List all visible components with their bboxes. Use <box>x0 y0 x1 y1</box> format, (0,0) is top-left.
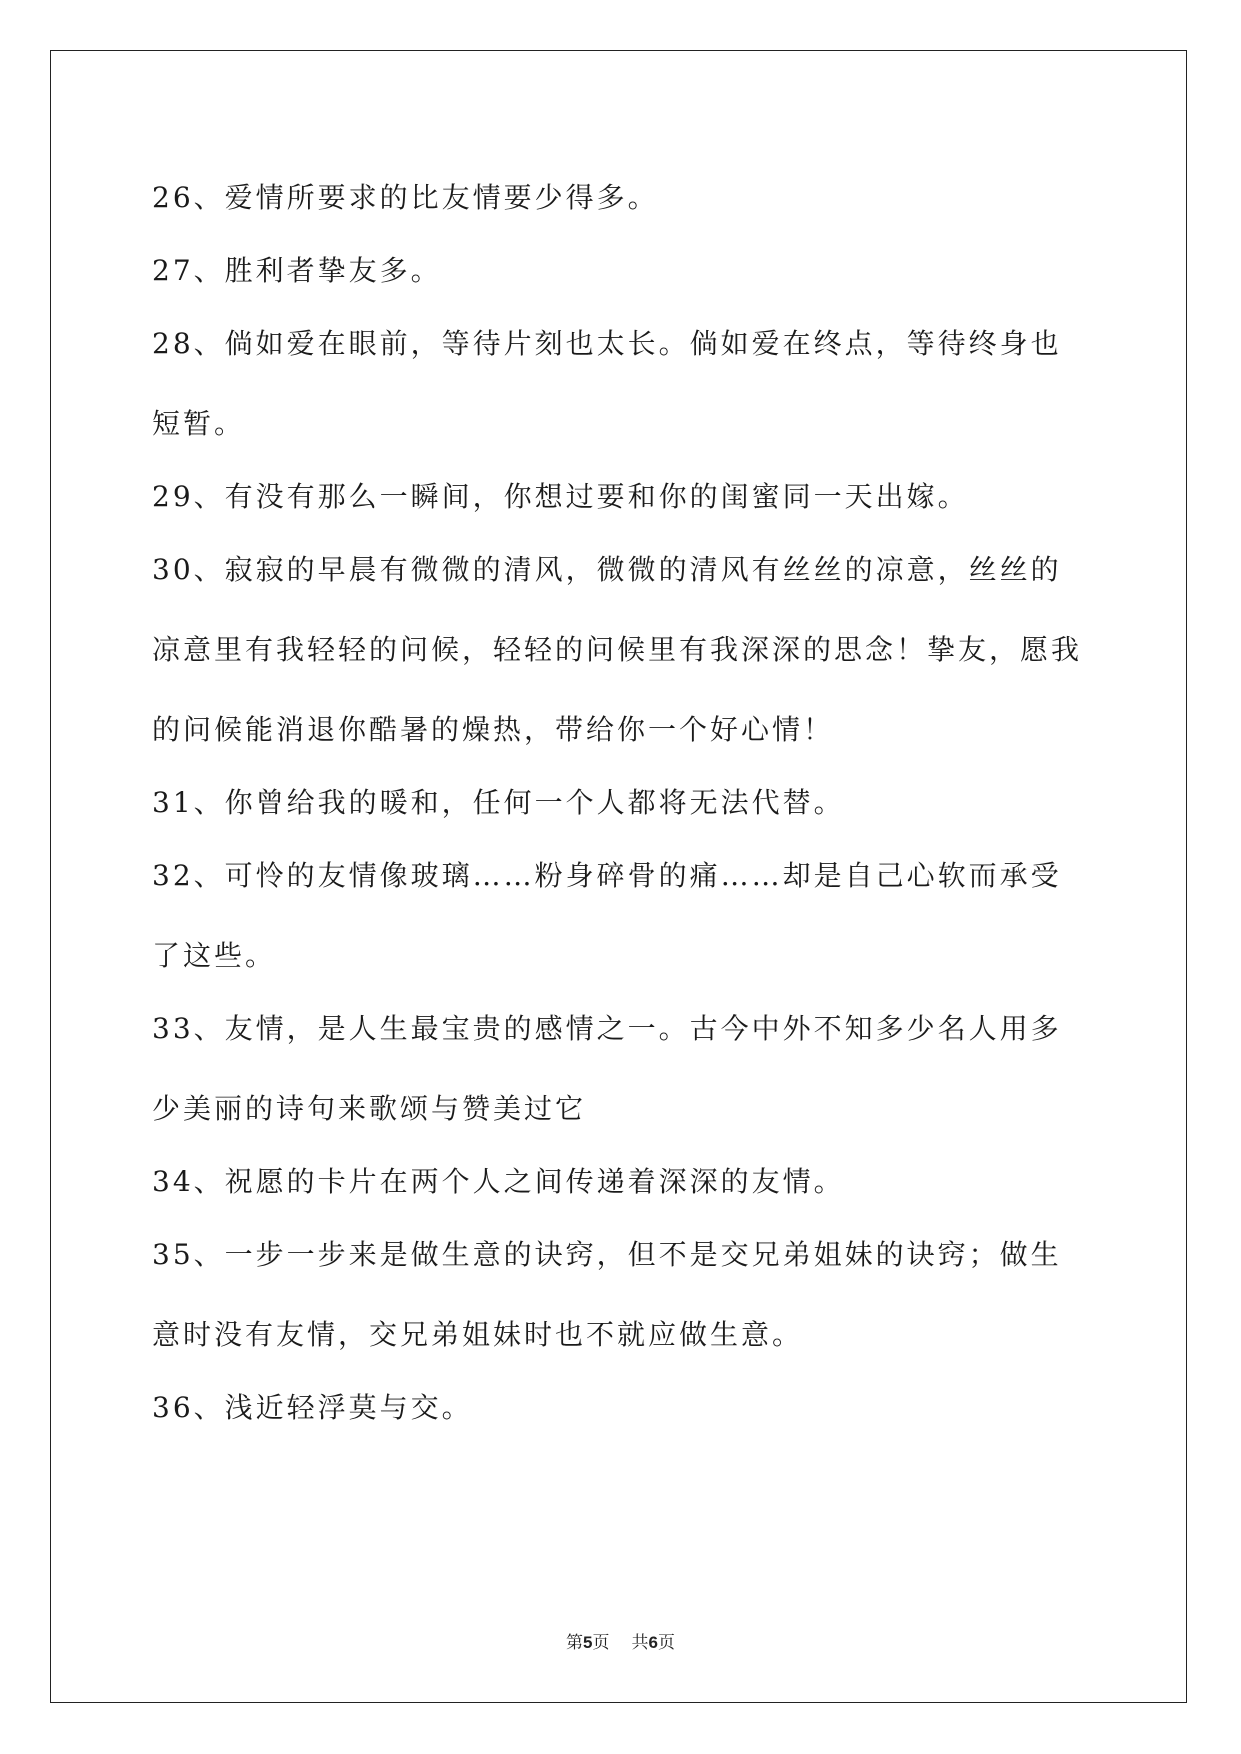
paragraph-35: 35、一步一步来是做生意的诀窍，但不是交兄弟姐妹的诀窍；做生意时没有友情，交兄弟姐妹时也不就应做生意。 <box>152 1238 1062 1351</box>
document-body <box>152 158 1090 1461</box>
paragraph-29: 29、有没有那么一瞬间，你想过要和你的闺蜜同一天出嫁。 <box>152 480 969 513</box>
paragraph-26: 26、爱情所要求的比友情要少得多。 <box>152 181 659 214</box>
footer-total-suffix: 页 <box>657 1633 675 1653</box>
paragraph-33: 33、友情，是人生最宝贵的感情之一。古今中外不知多少名人用多少美丽的诗句来歌颂与赞美过它 <box>152 1012 1062 1125</box>
paragraph-30: 30、寂寂的早晨有微微的清风，微微的清风有丝丝的凉意，丝丝的凉意里有我轻轻的问候，轻轻的问候里有我深深的思念！挚友，愿我的问候能消退你酷暑的燥热，带给你一个好心情！ <box>152 553 1083 746</box>
footer-prefix: 第 <box>566 1633 584 1653</box>
current-page-number: 5 <box>583 1633 593 1652</box>
paragraph-36: 36、浅近轻浮莫与交。 <box>152 1391 473 1424</box>
paragraph-32: 32、可怜的友情像玻璃……粉身碎骨的痛……却是自己心软而承受了这些。 <box>152 859 1062 972</box>
footer-total-prefix: 共 <box>631 1633 649 1653</box>
paragraph-34: 34、祝愿的卡片在两个人之间传递着深深的友情。 <box>152 1165 845 1198</box>
paragraph-31: 31、你曾给我的暖和，任何一个人都将无法代替。 <box>152 786 845 819</box>
footer-page-suffix: 页 <box>592 1633 610 1653</box>
paragraph-28: 28、倘如爱在眼前，等待片刻也太长。倘如爱在终点，等待终身也短暂。 <box>152 327 1062 440</box>
total-pages-number: 6 <box>648 1633 658 1652</box>
page-footer <box>0 1628 1241 1653</box>
paragraph-27: 27、胜利者挚友多。 <box>152 254 442 287</box>
